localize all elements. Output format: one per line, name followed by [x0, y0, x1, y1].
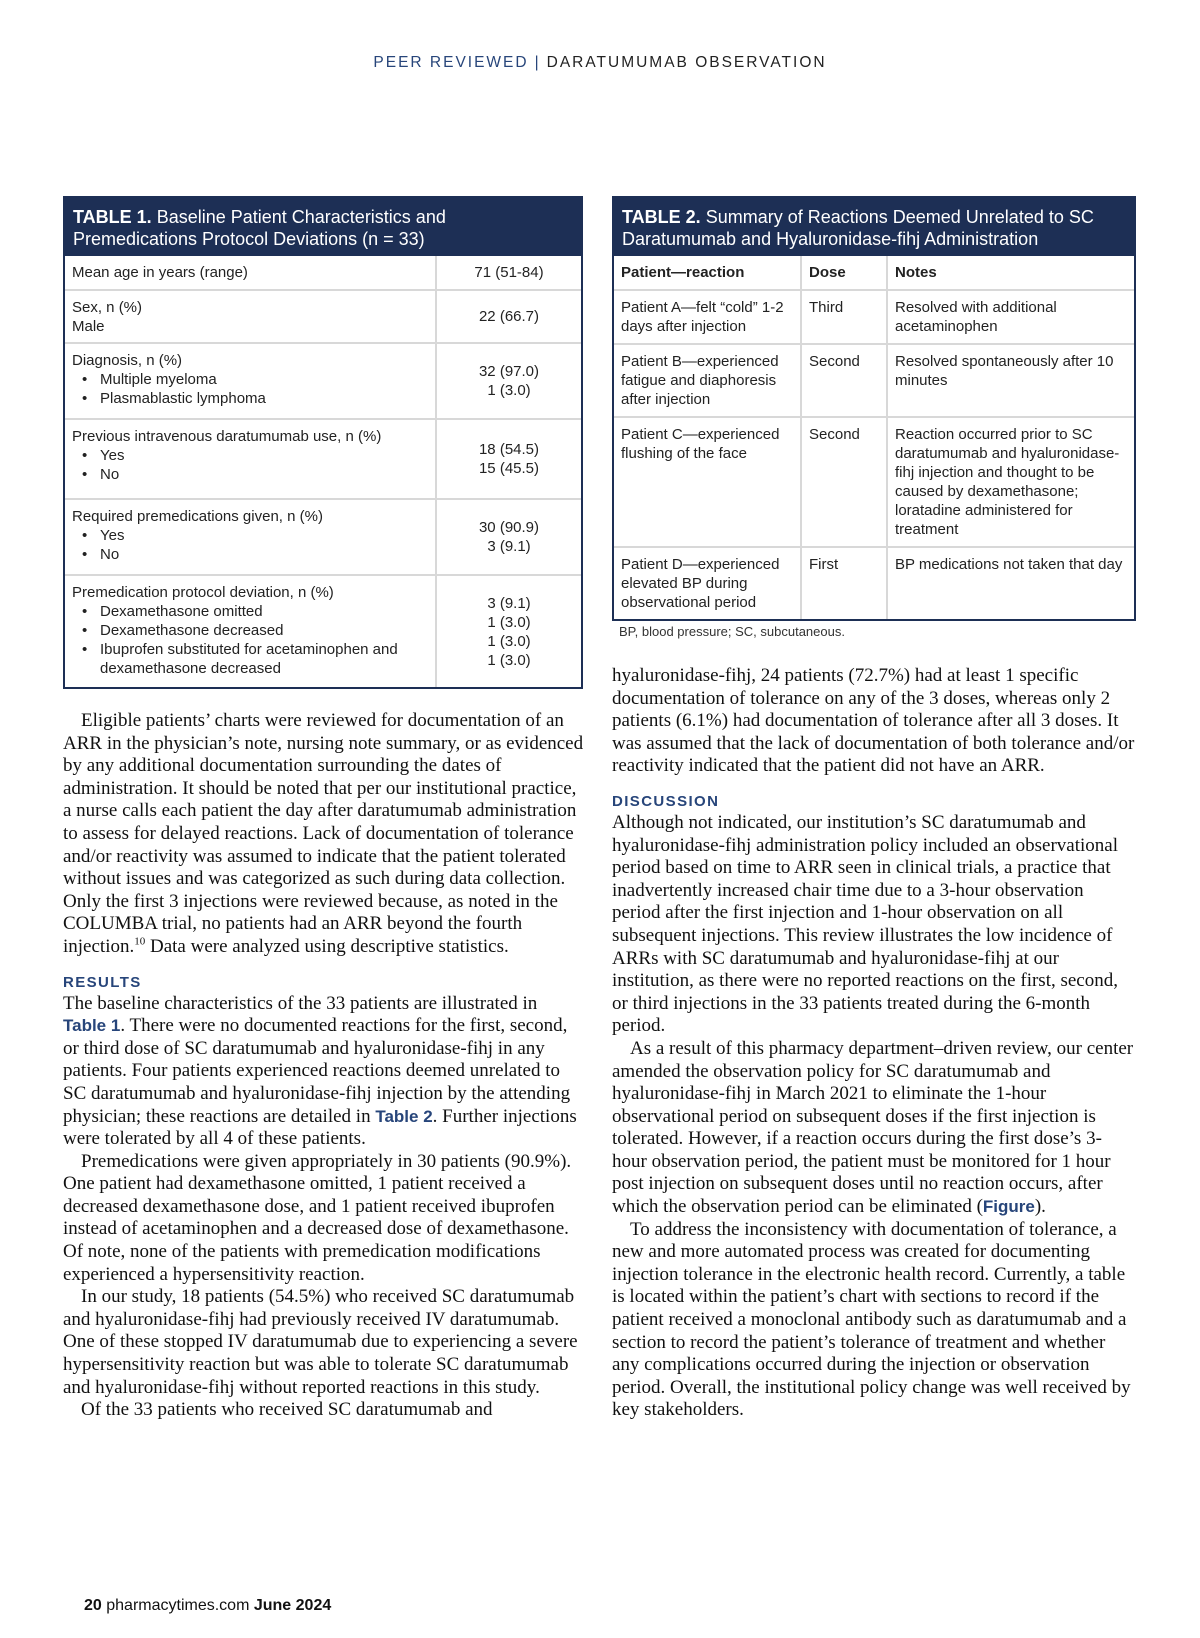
- table-1-label: TABLE 1.: [73, 207, 152, 227]
- row-value: 22 (66.7): [436, 290, 581, 343]
- row-value: 1 (3.0): [487, 651, 531, 669]
- list-item: • Dexamethasone decreased: [80, 621, 428, 640]
- paragraph: [63, 993, 585, 1151]
- table-1-title: Baseline Patient Characteristics and Premedications Protocol Deviations (n = 33): [73, 207, 446, 249]
- cell-notes: BP medications not taken that day: [887, 547, 1134, 619]
- list-item: • Multiple myeloma: [80, 370, 428, 389]
- paragraph-text: Eligible patients’ charts were reviewed for documentation of an ARR in the physician’s note, nursing note summary, or as evidenced by any additional documentation surrounding the dates of administration. It should be noted that per our institutional practice, a nurse calls each patient the day after daratumumab administration to assess for delayed reactions. Lack of documentation of tolerance and/or reactivity was assumed to indicate that the patient tolerated without issues and was categorized as such during data collection. Only the first 3 injections were reviewed because, as noted in the COLUMBA trial, no patients had an ARR beyond the fourth injection.: [63, 710, 584, 957]
- column-header-dose: Dose: [801, 256, 887, 290]
- list-item: • No: [80, 465, 428, 484]
- paragraph-text: . There were no documented reactions for the first, second, or third dose of SC daratumumab and hyaluronidase-fihj in any patients. Four patients experienced reactions deemed unrelated to SC daratumumab and hyaluronidase-fihj injection by the attending physician; these reactions are detailed in: [63, 1015, 571, 1127]
- table-1-caption: [65, 198, 581, 256]
- table-row: [65, 343, 581, 419]
- cell-dose: Second: [801, 417, 887, 547]
- row-label: Previous intravenous daratumumab use, n (%): [72, 428, 382, 445]
- paragraph-text: As a result of this pharmacy department–driven review, our center amended the observation policy for SC daratumumab and hyaluronidase-fihj in March 2021 to eliminate the 1-hour observational period on subsequent doses if the first injection is tolerated. However, if a reaction occurs during the first dose’s 3-hour observation period, the patient must be monitored for 1 hour post injection on subsequent doses until no reaction occurs, after which the observation period can be eliminated (: [612, 1037, 1134, 1218]
- list-item: • Ibuprofen substituted for acetaminophen and dexamethasone decreased: [80, 640, 428, 678]
- paragraph: Premedications were given appropriately in 30 patients (90.9%). One patient had dexamethasone omitted, 1 patient received a decreased dexamethasone dose, and 1 patient received ibuprofen instead of acetaminophen and a decreased dose of dexamethasone. Of note, none of the patients with premedication modifications experienced a hypersensitivity reaction.: [63, 1150, 572, 1285]
- table-row: [614, 417, 1134, 547]
- cell-notes: Reaction occurred prior to SC daratumumab and hyaluronidase-fihj injection and thought to be caused by dexamethasone; loratadine administered for treatment: [887, 417, 1134, 547]
- row-value: 18 (54.5): [478, 441, 540, 458]
- header-separator: |: [534, 54, 541, 71]
- paragraph-text: The baseline characteristics of the 33 patients are illustrated in: [63, 992, 538, 1014]
- table-1: [63, 196, 583, 689]
- row-value: 15 (45.5): [478, 460, 540, 477]
- list-item: • Yes: [80, 446, 428, 465]
- row-label: Diagnosis, n (%): [72, 352, 183, 369]
- cell-patient-reaction: Patient A—felt “cold” 1-2 days after injection: [614, 290, 801, 344]
- table-1-link[interactable]: Table 1: [63, 1016, 121, 1036]
- row-value: 3 (9.1): [487, 594, 531, 612]
- row-label: Mean age in years (range): [72, 264, 248, 281]
- right-column: [612, 665, 1136, 1422]
- cell-patient-reaction: Patient B—experienced fatigue and diaphoresis after injection: [614, 344, 801, 417]
- table-2-label: TABLE 2.: [622, 207, 701, 227]
- column-header-notes: Notes: [887, 256, 1134, 290]
- cell-dose: First: [801, 547, 887, 619]
- figure-link[interactable]: Figure: [982, 1197, 1035, 1217]
- footer-issue: June 2024: [253, 1597, 332, 1614]
- list-item: • Plasmablastic lymphoma: [80, 389, 428, 408]
- table-row: [65, 290, 581, 343]
- table-header-row: [614, 256, 1134, 290]
- paragraph: Although not indicated, our institution’s SC daratumumab and hyaluronidase-fihj administration policy included an observational period based on time to ARR seen in clinical trials, a practice that inadvertently increased chair time due to a 3-hour observation period after the first injection and 1-hour observation on all subsequent injections. This review illustrates the low incidence of ARRs with SC daratumumab and hyaluronidase-fihj at our institution, as there were no reported reactions on the first, second, or third injections in the 33 patients treated during the 6-month period.: [612, 811, 1119, 1037]
- results-heading: RESULTS: [63, 973, 142, 991]
- row-value: 1 (3.0): [487, 632, 531, 650]
- cell-notes: Resolved with additional acetaminophen: [887, 290, 1134, 344]
- paragraph: Of the 33 patients who received SC daratumumab and: [81, 1399, 493, 1421]
- paragraph-text: ).: [1034, 1196, 1046, 1218]
- table-row: [65, 499, 581, 575]
- row-value: 1 (3.0): [487, 613, 531, 631]
- row-value: 32 (97.0): [478, 363, 540, 380]
- row-sublabel: Male: [72, 318, 105, 335]
- row-value: 3 (9.1): [487, 538, 531, 555]
- cell-patient-reaction: Patient C—experienced flushing of the face: [614, 417, 801, 547]
- left-column: [63, 710, 585, 1422]
- cell-dose: Second: [801, 344, 887, 417]
- table-2-title: Summary of Reactions Deemed Unrelated to SC Daratumumab and Hyaluronidase-fihj Administration: [622, 207, 1094, 249]
- paragraph: hyaluronidase-fihj, 24 patients (72.7%) had at least 1 specific documentation of tolerance on any of the 3 doses, whereas only 2 patients (6.1%) had documentation of tolerance after all 3 doses. It was assumed that the lack of documentation of both tolerance and/or reactivity indicated that the patient did not have an ARR.: [612, 665, 1135, 777]
- table-2-caption: [614, 198, 1134, 256]
- paragraph: To address the inconsistency with documentation of tolerance, a new and more automated process was created for documenting injection tolerance in the electronic health record. Currently, a table is located within the patient’s chart with sections to record if the patient received a monoclonal antibody such as daratumumab and a section to record the patient’s tolerance of treatment and whether any complications occurred during the injection or observation period. Overall, the institutional policy change was well received by key stakeholders.: [612, 1218, 1131, 1421]
- row-value: 1 (3.0): [487, 382, 531, 399]
- page-number: 20: [84, 1597, 102, 1614]
- cell-notes: Resolved spontaneously after 10 minutes: [887, 344, 1134, 417]
- row-value: 71 (51-84): [436, 256, 581, 290]
- paragraph: [63, 710, 585, 959]
- reference-number: 10: [134, 935, 146, 948]
- table-row: [65, 419, 581, 499]
- paragraph-text: . Further injections were tolerated by all 4 of these patients.: [63, 1105, 577, 1150]
- paragraph: [612, 1038, 1136, 1219]
- column-header-patient: Patient—reaction: [621, 264, 745, 281]
- journal-section: PEER REVIEWED: [373, 54, 529, 71]
- table-row: [614, 547, 1134, 619]
- running-header: [0, 54, 1200, 72]
- row-value: 30 (90.9): [478, 519, 540, 536]
- paragraph: In our study, 18 patients (54.5%) who received SC daratumumab and hyaluronidase-fihj had previously received IV daratumumab. One of these stopped IV daratumumab due to experiencing a severe hypersensitivity reaction but was able to tolerate SC daratumumab and hyaluronidase-fihj without reported reactions in this study.: [63, 1286, 578, 1398]
- table-row: [614, 344, 1134, 417]
- cell-dose: Third: [801, 290, 887, 344]
- row-label: Sex, n (%): [72, 299, 143, 316]
- discussion-heading: DISCUSSION: [612, 792, 720, 810]
- list-item: • Yes: [80, 526, 428, 545]
- table-2-link[interactable]: Table 2: [375, 1106, 433, 1126]
- article-section: DARATUMUMAB OBSERVATION: [546, 54, 827, 71]
- list-item: • No: [80, 545, 428, 564]
- cell-patient-reaction: Patient D—experienced elevated BP during observational period: [614, 547, 801, 619]
- table-2-footnote: BP, blood pressure; SC, subcutaneous.: [619, 624, 845, 639]
- list-item: • Dexamethasone omitted: [80, 602, 428, 621]
- table-row: [65, 256, 581, 290]
- row-label: Required premedications given, n (%): [72, 508, 323, 525]
- table-row: [65, 575, 581, 687]
- table-2: [612, 196, 1136, 621]
- table-row: [614, 290, 1134, 344]
- row-label: Premedication protocol deviation, n (%): [72, 584, 334, 601]
- footer-site: pharmacytimes.com: [106, 1597, 250, 1614]
- paragraph-text: Data were analyzed using descriptive statistics.: [145, 935, 509, 957]
- page-footer: [84, 1597, 331, 1615]
